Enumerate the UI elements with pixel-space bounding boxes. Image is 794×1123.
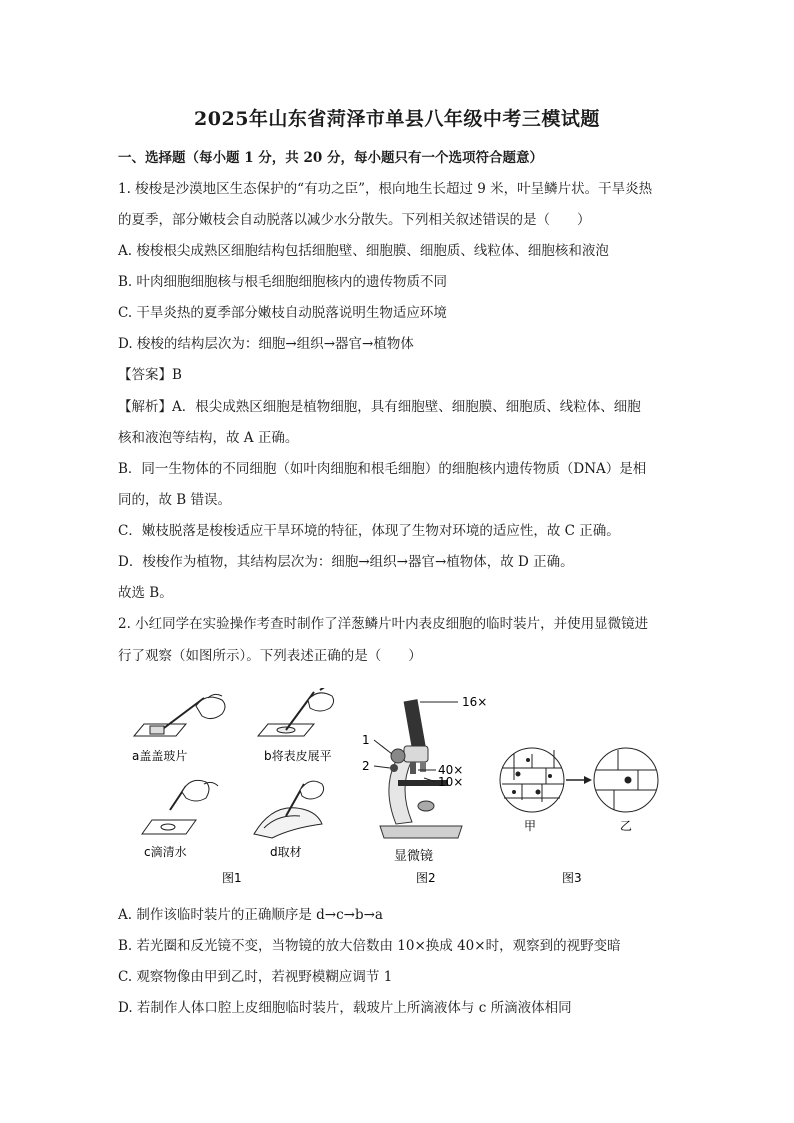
q2-stem-line1: 2. 小红同学在实验操作考查时制作了洋葱鳞片叶内表皮细胞的临时装片，并使用显微镜进 [118,616,649,632]
figure1-caption: 图1 [222,871,242,885]
q2-option-a: A. 制作该临时装片的正确顺序是 d→c→b→a [118,907,383,923]
q1-analysis-line4: 同的，故 B 错误。 [118,492,232,508]
view-jia-illustration [500,748,564,812]
q2-option-b: B. 若光圈和反光镜不变，当物镜的放大倍数由 10×换成 40×时，观察到的视野变暗 [118,938,621,954]
q2-option-c: C. 观察物像由甲到乙时，若视野模糊应调节 1 [118,969,393,985]
q1-option-c: C. 干旱炎热的夏季部分嫩枝自动脱落说明生物适应环境 [118,305,447,321]
q1-answer: 【答案】B [118,367,182,383]
view-yi-label: 乙 [620,819,633,833]
q1-stem-line2: 的夏季，部分嫩枝会自动脱落以减少水分散失。下列相关叙述错误的是（ ） [118,212,591,228]
eyepiece-label: 16× [462,695,488,709]
objective-10-label: 10× [438,775,464,789]
label-2-leader [374,766,390,768]
q1-analysis-line3: B．同一生物体的不同细胞（如叶肉细胞和根毛细胞）的细胞核内遗传物质（DNA）是相 [118,461,647,477]
figure3-caption: 图3 [562,871,582,885]
step-d-illustration [254,781,324,838]
figure2-caption: 图2 [416,871,436,885]
view-yi-illustration [594,748,658,812]
q2-figure-svg [118,688,678,888]
step-a-illustration [134,694,225,736]
label-2: 2 [362,759,370,773]
step-b-label: b将表皮展平 [264,749,332,763]
q2-option-d: D. 若制作人体口腔上皮细胞临时装片，载玻片上所滴液体与 c 所滴液体相同 [118,1000,572,1016]
step-d-label: d取材 [270,845,302,859]
q1-analysis-line1: 【解析】A．根尖成熟区细胞是植物细胞，具有细胞壁、细胞膜、细胞质、线粒体、细胞 [118,399,641,415]
step-c-illustration [142,780,218,834]
view-jia-label: 甲 [524,819,537,833]
page-title: 2025年山东省菏泽市单县八年级中考三模试题 [194,108,600,130]
view-arrow-head [584,776,592,784]
objective-40-label: 40× [438,763,464,777]
q1-option-b: B. 叶肉细胞细胞核与根毛细胞细胞核内的遗传物质不同 [118,274,448,290]
q2-stem-line2: 行了观察（如图所示）。下列表述正确的是（ ） [118,648,422,664]
q1-analysis-line2: 核和液泡等结构，故 A 正确。 [118,430,299,446]
label-1-leader [374,740,392,754]
q1-stem-line1: 1. 梭梭是沙漠地区生态保护的“有功之臣”，根向地生长超过 9 米，叶呈鳞片状。干旱炎热 [118,181,653,197]
q1-option-d: D. 梭梭的结构层次为：细胞→组织→器官→植物体 [118,336,414,352]
q1-analysis-line6: D．梭梭作为植物，其结构层次为：细胞→组织→器官→植物体，故 D 正确。 [118,554,574,570]
step-b-illustration [258,688,334,736]
q1-option-a: A. 梭梭根尖成熟区细胞结构包括细胞壁、细胞膜、细胞质、线粒体、细胞核和液泡 [118,243,609,259]
section-heading: 一、选择题（每小题 1 分，共 20 分，每小题只有一个选项符合题意） [118,150,543,166]
microscope-label: 显微镜 [394,849,434,864]
q2-figure [118,688,678,888]
label-1: 1 [362,733,370,747]
q1-analysis-line5: C．嫩枝脱落是梭梭适应干旱环境的特征，体现了生物对环境的适应性，故 C 正确。 [118,523,620,539]
step-a-label: a盖盖玻片 [132,749,188,763]
step-c-label: c滴清水 [144,845,187,859]
q1-conclusion: 故选 B。 [118,585,173,601]
